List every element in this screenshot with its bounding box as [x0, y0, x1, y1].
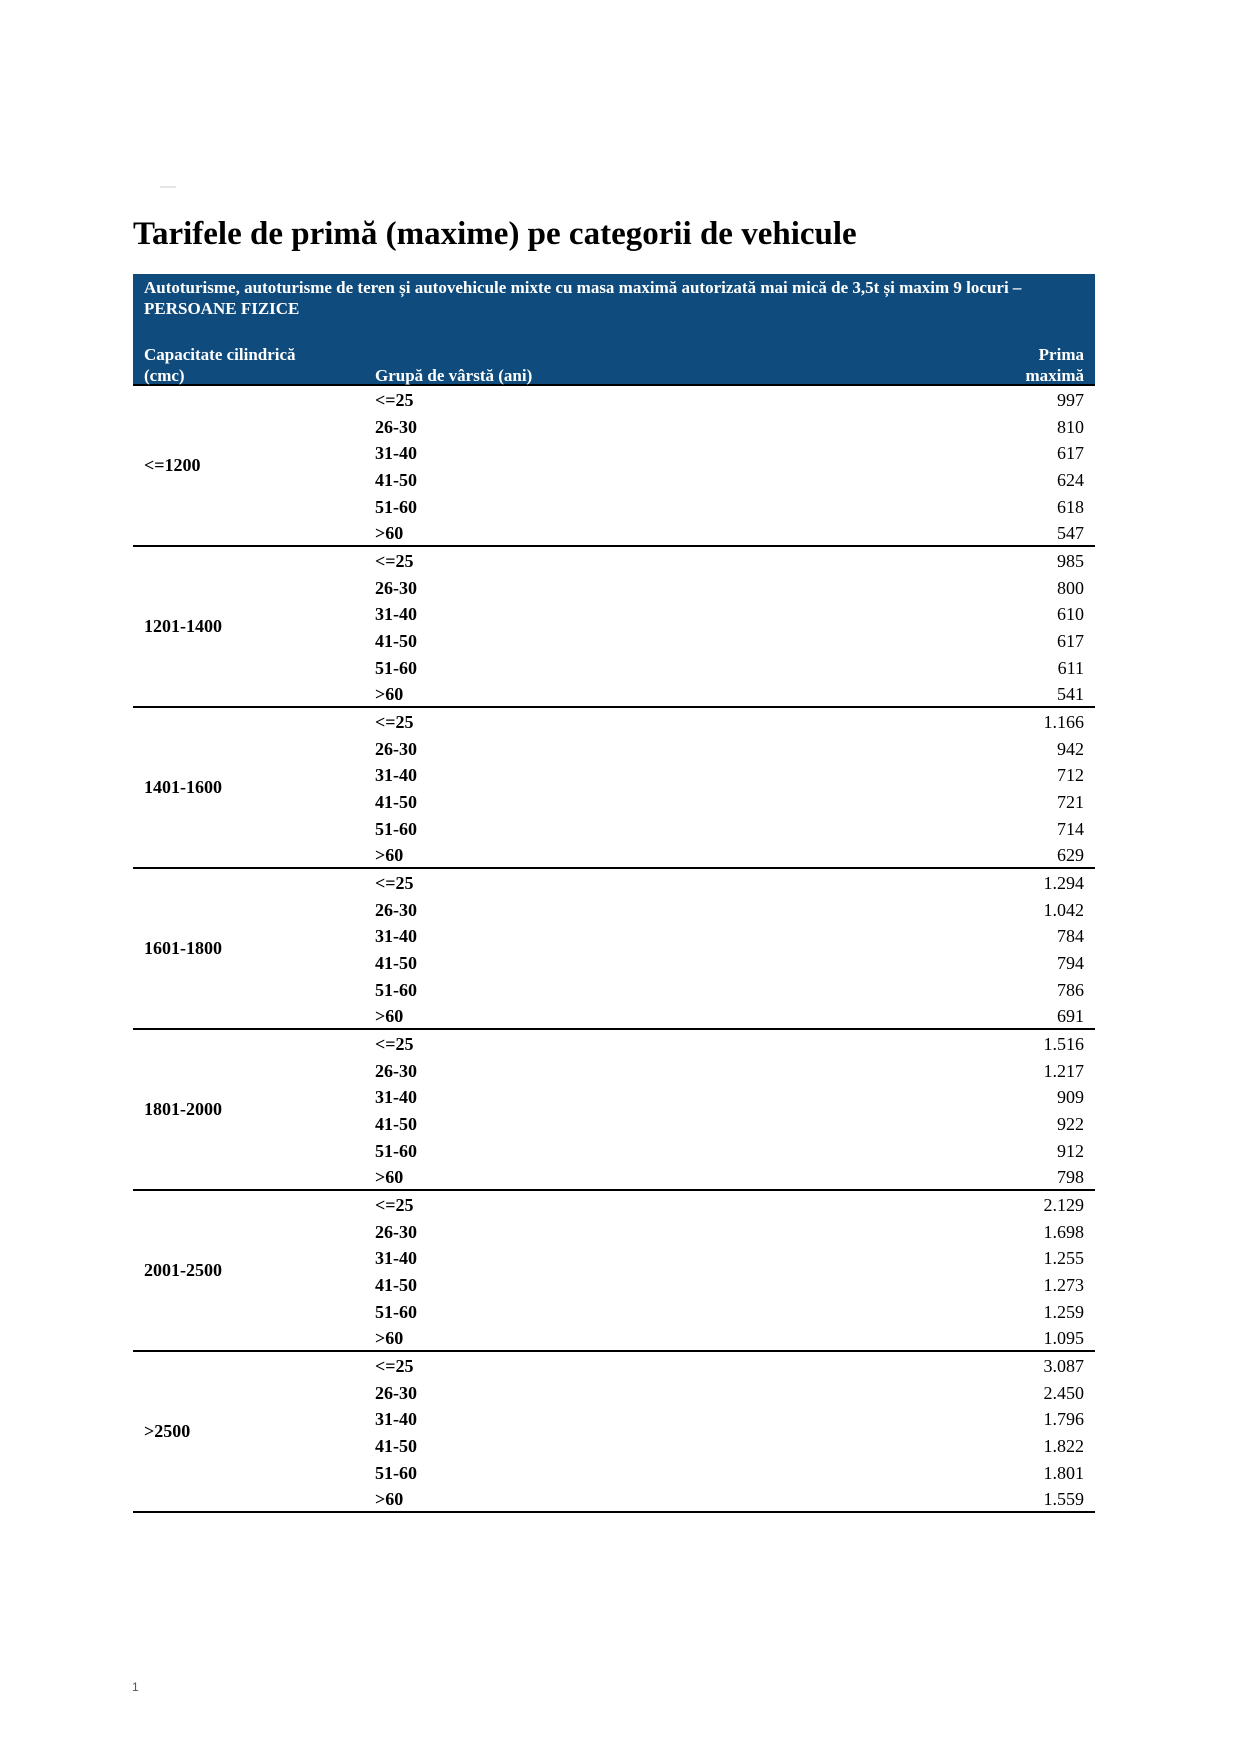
- age-group-cell: <=25: [375, 390, 414, 410]
- age-group-cell: <=25: [375, 1195, 414, 1215]
- age-group-cell: <=25: [375, 1034, 414, 1054]
- table-row: [133, 1459, 1095, 1486]
- table-row: [133, 1405, 1095, 1432]
- table-row: [133, 600, 1095, 627]
- age-group-cell: <=25: [375, 551, 414, 571]
- capacity-group: [133, 547, 1095, 708]
- table-row: [133, 627, 1095, 654]
- table-row: [133, 735, 1095, 762]
- table-row: [133, 1110, 1095, 1137]
- group-rows: [133, 386, 1095, 546]
- table-row: [133, 922, 1095, 949]
- age-group-cell: 31-40: [375, 926, 417, 947]
- age-group-cell: 41-50: [375, 792, 417, 813]
- age-group-cell: 26-30: [375, 738, 417, 759]
- table-row: [133, 869, 1095, 896]
- table-row: [133, 386, 1095, 413]
- age-group-cell: 26-30: [375, 1060, 417, 1081]
- column-header-premium-line2: maximă: [1025, 366, 1084, 385]
- table-row: [133, 1432, 1095, 1459]
- capacity-group: [133, 1191, 1095, 1352]
- premium-cell: 1.822: [1043, 1436, 1084, 1457]
- premium-cell: 985: [1057, 551, 1084, 571]
- premium-cell: 798: [1057, 1167, 1084, 1188]
- age-group-cell: 51-60: [375, 1462, 417, 1483]
- premium-cell: 1.259: [1043, 1301, 1084, 1322]
- capacity-group: [133, 386, 1095, 547]
- table-row: [133, 466, 1095, 493]
- table-row: [133, 654, 1095, 681]
- age-group-cell: 26-30: [375, 416, 417, 437]
- table-row: [133, 547, 1095, 574]
- table-row: [133, 680, 1095, 707]
- premium-cell: 784: [1057, 926, 1084, 947]
- table-row: [133, 1324, 1095, 1351]
- premium-cell: 942: [1057, 738, 1084, 759]
- premium-cell: 1.516: [1043, 1034, 1084, 1054]
- premium-cell: 1.801: [1043, 1462, 1084, 1483]
- premium-cell: 547: [1057, 523, 1084, 544]
- premium-cell: 1.042: [1043, 899, 1084, 920]
- column-header-premium: [1025, 344, 1084, 386]
- table-row: [133, 413, 1095, 440]
- age-group-cell: 26-30: [375, 1221, 417, 1242]
- premium-cell: 1.273: [1043, 1275, 1084, 1296]
- age-group-cell: 31-40: [375, 1409, 417, 1430]
- table-body: [133, 386, 1095, 1513]
- capacity-label: 1801-2000: [144, 1099, 222, 1119]
- group-rows: [133, 1352, 1095, 1512]
- premium-cell: 922: [1057, 1114, 1084, 1135]
- column-header-capacity-line2: (cmc): [144, 366, 185, 385]
- table-row: [133, 1137, 1095, 1164]
- column-header-capacity: [144, 344, 344, 386]
- premium-cell: 2.450: [1043, 1382, 1084, 1403]
- premium-cell: 794: [1057, 953, 1084, 974]
- premium-cell: 714: [1057, 818, 1084, 839]
- age-group-cell: <=25: [375, 1356, 414, 1376]
- page-title: Tarifele de primă (maxime) pe categorii de vehicule: [133, 216, 857, 252]
- table-row: [133, 1057, 1095, 1084]
- premium-cell: 1.559: [1043, 1489, 1084, 1510]
- table-row: [133, 976, 1095, 1003]
- premium-cell: 617: [1057, 443, 1084, 464]
- premium-cell: 617: [1057, 631, 1084, 652]
- age-group-cell: 26-30: [375, 577, 417, 598]
- capacity-group: [133, 1030, 1095, 1191]
- capacity-label: 1601-1800: [144, 938, 222, 958]
- premium-cell: 1.294: [1043, 873, 1084, 893]
- age-group-cell: 26-30: [375, 1382, 417, 1403]
- premium-cell: 909: [1057, 1087, 1084, 1108]
- age-group-cell: >60: [375, 523, 404, 544]
- premium-cell: 624: [1057, 470, 1084, 491]
- table-row: [133, 1271, 1095, 1298]
- table-row: [133, 519, 1095, 546]
- table-row: [133, 439, 1095, 466]
- table-row: [133, 574, 1095, 601]
- table-row: [133, 815, 1095, 842]
- premium-cell: 912: [1057, 1140, 1084, 1161]
- table-row: [133, 761, 1095, 788]
- age-group-cell: >60: [375, 1489, 404, 1510]
- age-group-cell: 51-60: [375, 979, 417, 1000]
- group-rows: [133, 547, 1095, 707]
- age-group-cell: 26-30: [375, 899, 417, 920]
- age-group-cell: >60: [375, 845, 404, 866]
- premium-cell: 611: [1057, 657, 1084, 678]
- premium-cell: 541: [1057, 684, 1084, 705]
- age-group-cell: 41-50: [375, 470, 417, 491]
- table-row: [133, 1298, 1095, 1325]
- table-row: [133, 1352, 1095, 1379]
- table-header: [133, 274, 1095, 386]
- page-mark: [160, 186, 176, 188]
- capacity-group: [133, 869, 1095, 1030]
- table-row: [133, 1191, 1095, 1218]
- age-group-cell: >60: [375, 1167, 404, 1188]
- table-row: [133, 788, 1095, 815]
- premium-cell: 1.166: [1043, 712, 1084, 732]
- table-caption: Autoturisme, autoturisme de teren și autovehicule mixte cu masa maximă autorizată mai mică de 3,5t și maxim 9 locuri – PERSOANE FIZICE: [144, 278, 1022, 318]
- capacity-label: 1401-1600: [144, 777, 222, 797]
- table-row: [133, 1030, 1095, 1057]
- table-row: [133, 1163, 1095, 1190]
- table-row: [133, 949, 1095, 976]
- capacity-group: [133, 708, 1095, 869]
- age-group-cell: 41-50: [375, 1275, 417, 1296]
- column-header-age: Grupă de vârstă (ani): [375, 366, 533, 385]
- table-row: [133, 896, 1095, 923]
- age-group-cell: 41-50: [375, 953, 417, 974]
- age-group-cell: 41-50: [375, 1114, 417, 1135]
- premium-cell: 786: [1057, 979, 1084, 1000]
- age-group-cell: >60: [375, 684, 404, 705]
- table-row: [133, 1485, 1095, 1512]
- premium-cell: 1.698: [1043, 1221, 1084, 1242]
- age-group-cell: <=25: [375, 873, 414, 893]
- page-number: 1: [132, 1680, 139, 1694]
- table-row: [133, 1244, 1095, 1271]
- premium-cell: 2.129: [1043, 1195, 1084, 1215]
- capacity-label: 1201-1400: [144, 616, 222, 636]
- age-group-cell: 31-40: [375, 604, 417, 625]
- table-row: [133, 708, 1095, 735]
- capacity-label: <=1200: [144, 455, 201, 475]
- age-group-cell: 41-50: [375, 1436, 417, 1457]
- group-rows: [133, 1030, 1095, 1190]
- premium-cell: 1.095: [1043, 1328, 1084, 1349]
- group-rows: [133, 1191, 1095, 1351]
- premium-cell: 3.087: [1043, 1356, 1084, 1376]
- age-group-cell: 31-40: [375, 443, 417, 464]
- premium-cell: 997: [1057, 390, 1084, 410]
- group-rows: [133, 708, 1095, 868]
- premium-cell: 618: [1057, 496, 1084, 517]
- tariff-table: [133, 274, 1095, 1513]
- age-group-cell: 51-60: [375, 657, 417, 678]
- premium-cell: 810: [1057, 416, 1084, 437]
- age-group-cell: 41-50: [375, 631, 417, 652]
- age-group-cell: >60: [375, 1328, 404, 1349]
- age-group-cell: 51-60: [375, 1140, 417, 1161]
- capacity-label: >2500: [144, 1421, 191, 1441]
- age-group-cell: 31-40: [375, 765, 417, 786]
- age-group-cell: 51-60: [375, 1301, 417, 1322]
- group-rows: [133, 869, 1095, 1029]
- age-group-cell: <=25: [375, 712, 414, 732]
- capacity-group: [133, 1352, 1095, 1513]
- premium-cell: 1.255: [1043, 1248, 1084, 1269]
- table-row: [133, 841, 1095, 868]
- premium-cell: 712: [1057, 765, 1084, 786]
- age-group-cell: 51-60: [375, 496, 417, 517]
- column-header-premium-line1: Prima: [1038, 345, 1084, 364]
- premium-cell: 800: [1057, 577, 1084, 598]
- table-row: [133, 493, 1095, 520]
- premium-cell: 610: [1057, 604, 1084, 625]
- premium-cell: 629: [1057, 845, 1084, 866]
- table-row: [133, 1083, 1095, 1110]
- age-group-cell: >60: [375, 1006, 404, 1027]
- table-row: [133, 1379, 1095, 1406]
- age-group-cell: 31-40: [375, 1248, 417, 1269]
- premium-cell: 1.796: [1043, 1409, 1084, 1430]
- capacity-label: 2001-2500: [144, 1260, 222, 1280]
- age-group-cell: 31-40: [375, 1087, 417, 1108]
- premium-cell: 1.217: [1043, 1060, 1084, 1081]
- table-row: [133, 1002, 1095, 1029]
- column-header-capacity-line1: Capacitate cilindrică: [144, 345, 296, 364]
- age-group-cell: 51-60: [375, 818, 417, 839]
- table-row: [133, 1218, 1095, 1245]
- premium-cell: 691: [1057, 1006, 1084, 1027]
- premium-cell: 721: [1057, 792, 1084, 813]
